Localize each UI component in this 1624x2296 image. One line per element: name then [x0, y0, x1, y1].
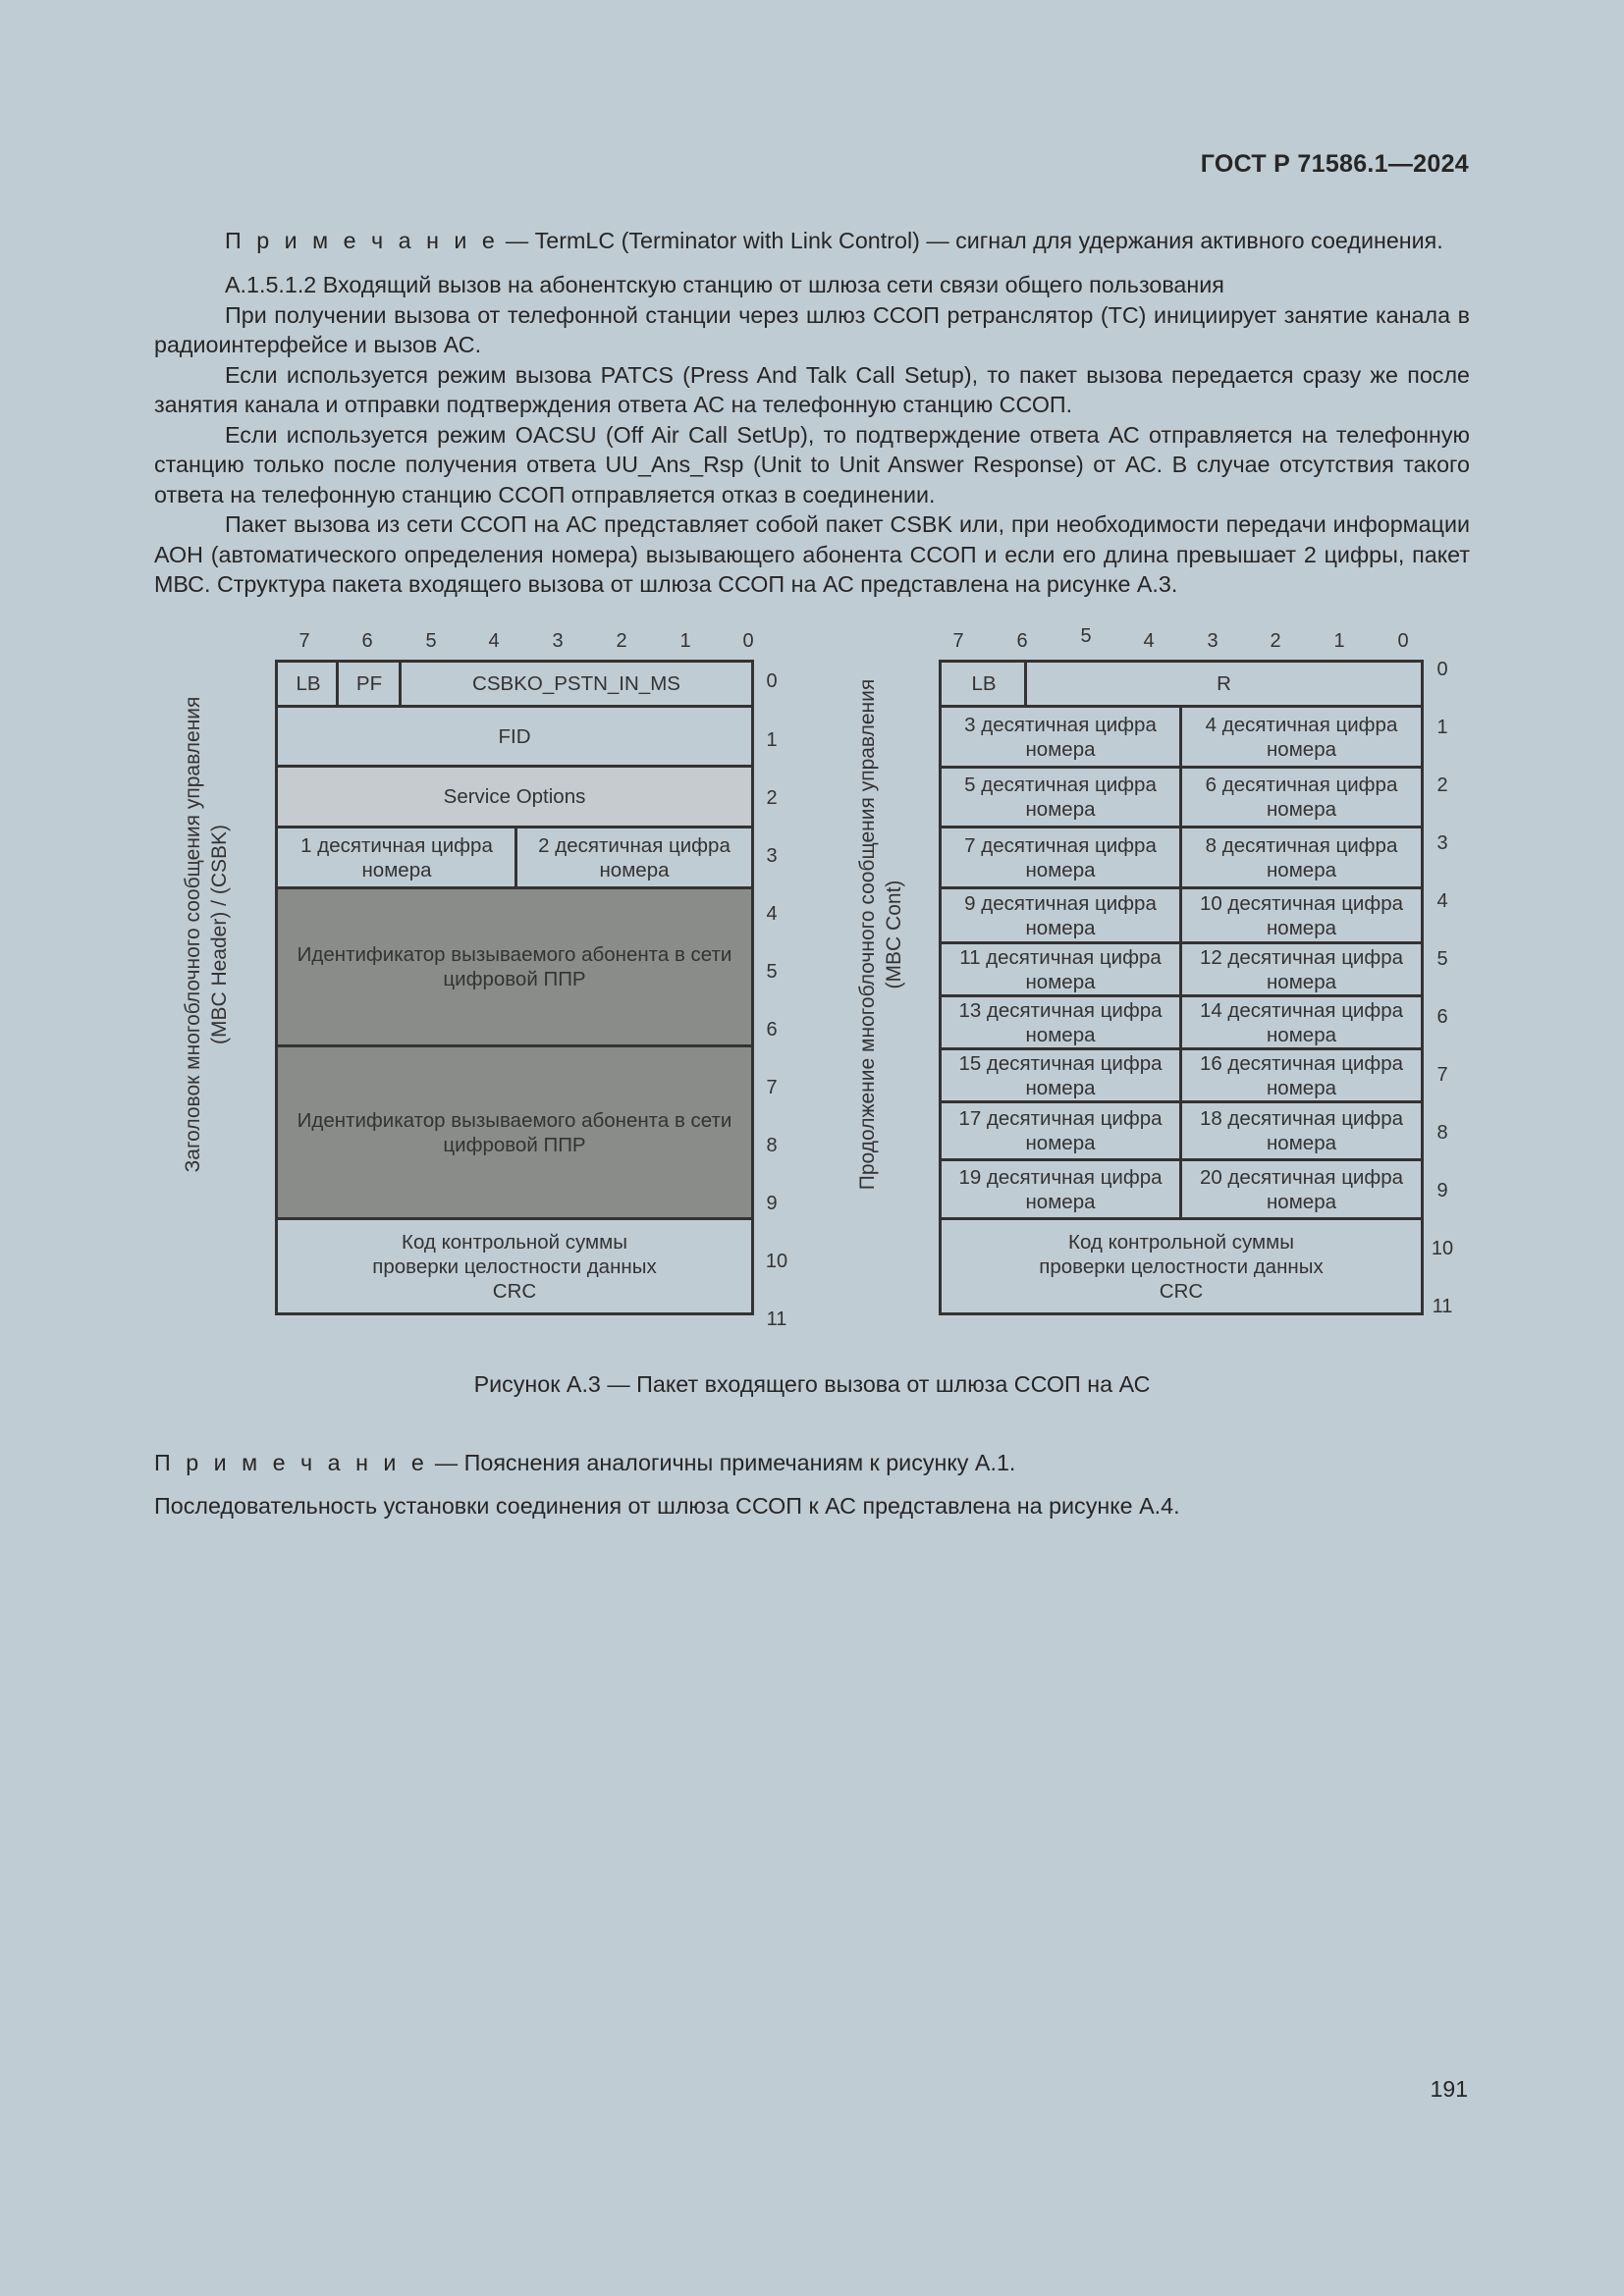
- section-title: А.1.5.1.2 Входящий вызов на абонентскую станцию от шлюза сети связи общего пользования: [225, 272, 1224, 297]
- row-number: 1: [766, 729, 778, 751]
- digit-field: 13 десятичная цифра номера: [958, 998, 1163, 1046]
- page-header: ГОСТ Р 71586.1—2024: [1200, 150, 1469, 178]
- note-label: П р и м е ч а н и е: [154, 1450, 429, 1475]
- digit-field: 6 десятичная цифра номера: [1205, 774, 1398, 821]
- bit-number: 5: [1080, 625, 1092, 647]
- row-number: 6: [1436, 1006, 1448, 1028]
- digit-field: 19 десятичная цифра номера: [958, 1165, 1163, 1213]
- digit-field: 16 десятичная цифра номера: [1199, 1051, 1404, 1099]
- row-number: 2: [766, 787, 778, 809]
- row-number: 5: [766, 961, 778, 983]
- digit-field: 15 десятичная цифра номера: [958, 1051, 1163, 1099]
- note-label: П р и м е ч а н и е: [225, 228, 500, 253]
- digit-field: 8 десятичная цифра номера: [1205, 833, 1398, 881]
- digit-field: 7 десятичная цифра номера: [964, 833, 1157, 881]
- figure-caption: Рисунок А.3 — Пакет входящего вызова от шлюза ССОП на АС: [473, 1371, 1151, 1397]
- bit-number: 6: [1016, 630, 1028, 652]
- paragraph: Если используется режим OACSU (Off Air Call SetUp), то подтверждение ответа АС отправляется на телефонную станцию только после получения ответа UU_Ans_Rsp (Unit to Unit Answer Response) от АС. В случае отсутствия такого ответа на телефонную станцию ССОП отправляется отказ в соединении.: [154, 421, 1470, 507]
- row-number: 10: [765, 1251, 788, 1272]
- note-2: [154, 1448, 1470, 1521]
- digit-field: 5 десятичная цифра номера: [964, 774, 1157, 821]
- row-number: 0: [766, 670, 778, 692]
- bit-number: 2: [1270, 630, 1281, 652]
- body-text: [154, 270, 1470, 600]
- row-number: 9: [1436, 1180, 1448, 1201]
- row-number: 7: [1436, 1064, 1448, 1086]
- row-number: 1: [1436, 717, 1448, 738]
- digit-field: 17 десятичная цифра номера: [958, 1107, 1163, 1154]
- left-side-label: [180, 625, 233, 1244]
- digit-field: 10 десятичная цифра номера: [1199, 891, 1404, 939]
- bit-number: 2: [616, 630, 627, 652]
- pf-field: PF: [355, 672, 383, 695]
- right-side-label: [854, 630, 907, 1239]
- note-text: — Пояснения аналогичны примечаниям к рисунку А.1.: [428, 1450, 1016, 1475]
- lb-field: LB: [296, 672, 321, 695]
- digit-field: 14 десятичная цифра номера: [1199, 998, 1404, 1046]
- bit-number: 4: [1143, 630, 1155, 652]
- bit-number: 1: [1333, 630, 1345, 652]
- paragraph: Пакет вызова из сети ССОП на АС представляет собой пакет CSBK или, при необходимости передачи информации АОН (автоматического определения номера) вызывающего абонента ССОП и если его длина превышает 2 цифры, пакет МВС. Структура пакета входящего вызова от шлюза ССОП на АС представлена на рисунке А.3.: [154, 511, 1470, 597]
- row-number: 5: [1436, 948, 1448, 970]
- row-number: 7: [766, 1077, 778, 1098]
- closing-paragraph: Последовательность установки соединения от шлюза ССОП к АС представлена на рисунке А.4.: [154, 1492, 1180, 1519]
- bit-number: 0: [742, 630, 754, 652]
- reserved-field: R: [1217, 672, 1231, 695]
- fid-field: FID: [498, 724, 531, 748]
- digit-field: 20 десятичная цифра номера: [1199, 1165, 1404, 1213]
- digit-field: 4 десятичная цифра номера: [1205, 713, 1398, 761]
- bit-number: 3: [1207, 630, 1218, 652]
- row-number: 0: [1436, 659, 1448, 680]
- digit-field: 3 десятичная цифра номера: [964, 713, 1157, 761]
- crc-field: Код контрольной суммы проверки целостности данных CRC: [1039, 1230, 1324, 1303]
- row-number: 6: [766, 1019, 778, 1041]
- side-label-line: (MBC Header) / (CSBK): [208, 824, 231, 1045]
- row-number: 4: [1436, 890, 1448, 912]
- opcode-field: CSBKO_PSTN_IN_MS: [472, 672, 680, 695]
- page-number: 191: [1430, 2076, 1468, 2102]
- digit-field: 9 десятичная цифра номера: [964, 891, 1157, 939]
- row-number: 8: [1436, 1122, 1448, 1144]
- bit-number: 7: [952, 630, 964, 652]
- row-number: 8: [766, 1135, 778, 1156]
- side-label-line: Продолжение многоблочного сообщения управления: [856, 678, 879, 1191]
- row-number: 9: [766, 1193, 778, 1214]
- bit-number: 6: [361, 630, 373, 652]
- row-number: 4: [766, 903, 778, 925]
- note-1: [154, 226, 1470, 262]
- bit-number: 5: [425, 630, 437, 652]
- digit-field: 11 десятичная цифра номера: [959, 945, 1162, 993]
- bit-number: 4: [488, 630, 500, 652]
- lb-field: LB: [971, 672, 997, 695]
- bit-number: 1: [679, 630, 691, 652]
- row-number: 3: [1436, 832, 1448, 854]
- crc-field: Код контрольной суммы проверки целостности данных CRC: [372, 1230, 657, 1303]
- row-number: 2: [1436, 774, 1448, 796]
- row-number: 3: [766, 845, 778, 867]
- called-id-field: Идентификатор вызываемого абонента в сети цифровой ППР: [278, 889, 751, 1044]
- digit-field: 12 десятичная цифра номера: [1199, 945, 1404, 993]
- bit-number: 3: [552, 630, 564, 652]
- digit-field: 1 десятичная цифра номера: [300, 833, 493, 881]
- side-label-line: Заголовок многоблочного сообщения управления: [182, 696, 204, 1173]
- bit-number: 0: [1397, 630, 1409, 652]
- service-options-field: Service Options: [278, 768, 751, 826]
- bit-number: 7: [298, 630, 310, 652]
- paragraph: Если используется режим вызова PATCS (Press And Talk Call Setup), то пакет вызова передается сразу же после занятия канала и отправки подтверждения ответа АС на телефонную станцию ССОП.: [154, 361, 1470, 417]
- side-label-line: (MBC Cont): [883, 880, 905, 989]
- called-id-field: Идентификатор вызываемого абонента в сети цифровой ППР: [278, 1047, 751, 1217]
- digit-field: 18 десятичная цифра номера: [1199, 1107, 1404, 1154]
- row-number: 10: [1431, 1238, 1454, 1259]
- digit-field: 2 десятичная цифра номера: [538, 833, 731, 881]
- row-number: 11: [1432, 1296, 1453, 1317]
- note-text: — TermLC (Terminator with Link Control) — сигнал для удержания активного соединения.: [499, 228, 1443, 253]
- paragraph: При получении вызова от телефонной станции через шлюз ССОП ретранслятор (ТС) инициирует занятие канала в радиоинтерфейсе и вызов АС.: [154, 301, 1470, 357]
- row-number: 11: [766, 1308, 787, 1330]
